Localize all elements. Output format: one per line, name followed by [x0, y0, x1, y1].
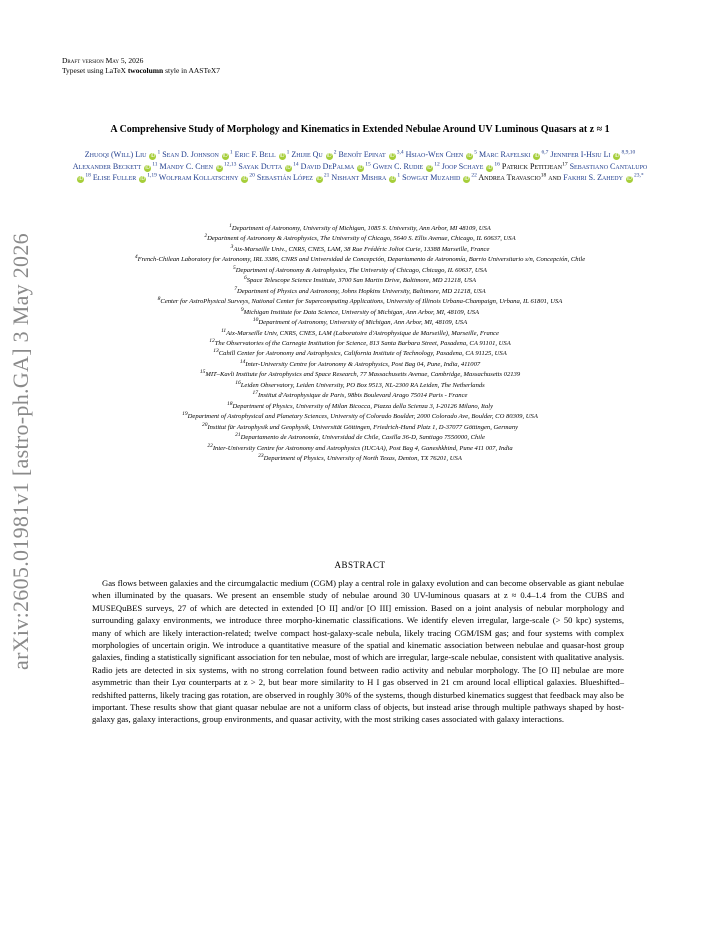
author-name: Zhijie Qu: [291, 150, 323, 159]
affiliation: [60, 339, 660, 349]
author-entry[interactable]: [301, 162, 371, 171]
author-entry[interactable]: [563, 173, 643, 182]
affiliation-text: Cahill Center for Astronomy and Astrophysics, California Institute of Technology, Pasadena, CA 91125, USA: [218, 350, 507, 358]
affiliation: [60, 308, 660, 318]
author-entry[interactable]: [159, 162, 236, 171]
author-name: Sowgat Muzahid: [402, 173, 461, 182]
affiliation-text: MIT–Kavli Institute for Astrophysics and Space Research, 77 Massachusetts Avenue, Cambridge, Massachusetts 02139: [205, 371, 521, 379]
affiliation-text: Institut d'Astrophysique de Paris, 98bis Boulevard Arago 75014 Paris - France: [258, 392, 468, 400]
affiliation: [60, 444, 660, 454]
abstract-heading: ABSTRACT: [334, 560, 386, 570]
author-affiliation-sup: 12: [434, 160, 440, 167]
author-entry[interactable]: [402, 173, 477, 182]
affiliation-number: 15: [199, 369, 206, 376]
affiliation: [60, 412, 660, 422]
author-entry[interactable]: [479, 150, 548, 159]
affiliation: [60, 318, 660, 328]
author-affiliation-sup: 18: [540, 172, 547, 179]
author-affiliation-sup: 6,7: [541, 149, 549, 156]
affiliation: [60, 224, 660, 234]
abstract-text: Gas flows between galaxies and the circumgalactic medium (CGM) play a central role in galaxy evolution and can become observable as giant nebulae when illuminated by the quasars. We present an ensemble study of nebulae around 30 UV-luminous quasars at z ≈ 0.4–1.4 from the CUBS and MUSEQuBES surveys, 27 of which are detected in extended [O II] and/or [O III] emission. Based on a joint analysis of nebular morphology and surrounding galaxy environments, we introduce three morpho-kinematic classifications. We identify eleven irregular, large-scale (> 50 kpc) systems, many of which are likely interaction-related; twelve compact host-galaxy-scale nebula, likely tracing CGM/ISM gas; and four systems with complex morphologies of uncertain origin. We introduce a quantitative measure of the spatial and kinematic association between nebulae and quasar-host group galaxies, finding a statistically significant association for ten nebulae, most of which are irregular, large-scale nebulae, consistent with qualitative analysis. Radio jets are detected in six systems, with no strong correlation found between radio activity and nebular morphology. The [O II] nebulae are more asymmetric than their Lyα counterparts at z > 2, but bear more similarity to H I gas observed in 21 cm around local elliptical galaxies. Blueshifted–redshifted patterns, likely tracing gas rotation, are observed in roughly 30% of the systems, though disturbed kinematics suggest that feedback may also be important. These results show that giant quasar nebulae are not a uniform class of objects, but instead arise through multiple pathways shaped by host-galaxy gas, galaxy interactions, group environments, and quasar activity, with the most striking cases associated with galaxy interactions.: [92, 578, 624, 725]
affiliation: [60, 433, 660, 443]
author-entry[interactable]: [257, 173, 330, 182]
author-name: Elise Fuller: [92, 173, 137, 182]
affiliation-number: 17: [252, 390, 259, 397]
typeset-suffix: style in AASTeX7: [165, 66, 221, 75]
orcid-icon[interactable]: iD: [358, 164, 364, 171]
affiliation-text: Aix-Marseille Univ, CNRS, CNES, LAM (Laboratoire d'Astrophysique de Marseille), Marseille, France: [226, 329, 499, 337]
affiliation-text: Aix-Marseille Univ., CNRS, CNES, LAM, 38 Rue Frédéric Joliot Curie, 13388 Marseille, France: [233, 245, 490, 253]
affiliation-text: The Observatories of the Carnegie Institution for Science, 813 Santa Barbara Street, Pasadena, CA 91101, USA: [214, 339, 511, 347]
author-entry[interactable]: [406, 150, 477, 159]
typeset-prefix: Typeset using LaTeX: [62, 66, 126, 75]
author-name: Joop Schaye: [441, 161, 484, 171]
orcid-icon[interactable]: iD: [389, 153, 395, 159]
affiliation-number: 21: [235, 431, 241, 438]
author-affiliation-sup: 18: [85, 172, 91, 179]
orcid-icon[interactable]: iD: [140, 176, 146, 182]
affiliation-text: Leiden Observatory, Leiden University, PO Box 9513, NL-2300 RA Leiden, The Netherlands: [240, 381, 485, 389]
orcid-icon[interactable]: iD: [150, 153, 156, 159]
affiliation-number: 8: [157, 295, 161, 302]
author-entry[interactable]: [73, 162, 158, 171]
affiliation-number: 20: [201, 421, 208, 428]
affiliation: [60, 255, 660, 265]
orcid-icon[interactable]: iD: [317, 176, 322, 182]
affiliation-number: 22: [207, 442, 213, 449]
author-affiliation-sup: 3,4: [396, 149, 404, 156]
affiliation-text: Department of Physics and Astronomy, Johns Hopkins University, Baltimore, MD 21218, USA: [237, 287, 486, 295]
author-entry[interactable]: [331, 173, 400, 182]
affiliation-number: 16: [235, 379, 241, 386]
author-affiliation-sup: 21: [323, 172, 330, 179]
author-entry[interactable]: [478, 173, 546, 182]
affiliation: [60, 423, 660, 433]
orcid-icon[interactable]: iD: [464, 176, 470, 182]
author-entry[interactable]: [162, 150, 232, 159]
author-entry[interactable]: [235, 150, 290, 159]
affiliation: [60, 381, 660, 391]
affiliation-number: 2: [204, 233, 208, 240]
paper-title: A Comprehensive Study of Morphology and Kinematics in Extended Nebulae Around UV Luminous Quasars at z ≈ 1: [110, 124, 610, 135]
affiliation: [60, 391, 660, 401]
orcid-icon[interactable]: iD: [286, 164, 292, 171]
affiliation-number: 23: [258, 452, 264, 459]
author-affiliation-sup: 1: [157, 149, 161, 156]
affiliation: [60, 329, 660, 339]
author-affiliation-sup: 14: [293, 160, 299, 167]
affiliation: [60, 287, 660, 297]
author-name: Sayak Dutta: [238, 161, 283, 171]
author-entry[interactable]: [338, 150, 403, 159]
author-name: Fakhri S. Zahedy: [563, 173, 623, 182]
affiliation-text: Department of Physics, University of Milan Bicocca, Piazza della Scienza 3, I-20126 Milano, Italy: [232, 402, 494, 410]
affiliation-text: Space Telescope Science Institute, 3700 San Martin Drive, Baltimore, MD 21218, USA: [246, 277, 477, 285]
affiliation: [60, 454, 660, 464]
affiliation-number: 19: [182, 410, 188, 417]
affiliation-number: 1: [229, 222, 232, 229]
affiliation-text: Department of Astronomy & Astrophysics, The University of Chicago, 5640 S. Ellis Avenue, Chicago, IL 60637, USA: [207, 235, 516, 243]
orcid-icon[interactable]: iD: [467, 153, 473, 159]
author-name: Sebastián López: [256, 173, 313, 182]
affiliation: [60, 402, 660, 412]
author-affiliation-sup: 22: [471, 172, 477, 179]
affiliation-text: Center for AstroPhysical Surveys, National Center for Supercomputing Applications, University of Illinois Urbana-Champaign, Urbana, IL 61801, USA: [160, 298, 563, 306]
author-entry[interactable]: [502, 162, 568, 171]
affiliation-text: Department of Astronomy, University of Michigan, 1085 S. University, Ann Arbor, MI 48109, USA: [231, 225, 491, 232]
author-name: Benoît Epinat: [338, 150, 386, 159]
orcid-icon[interactable]: iD: [427, 164, 433, 171]
affiliation-number: 7: [234, 285, 238, 292]
orcid-icon[interactable]: iD: [217, 164, 222, 171]
affiliation-text: Institut für Astrophysik und Geophysik, Universität Göttingen, Friedrich-Hund Platz 1, D-37077 Göttingen, Germany: [207, 423, 519, 431]
orcid-icon[interactable]: iD: [614, 153, 620, 159]
arxiv-identifier: arXiv:2605.01981v1 [astro-ph.GA] 3 May 2026: [8, 233, 33, 670]
author-entry[interactable]: [373, 162, 440, 171]
author-affiliation-sup: 15: [365, 160, 371, 167]
author-name: Mandy C. Chen: [159, 161, 213, 171]
orcid-icon[interactable]: iD: [534, 153, 540, 159]
author-affiliation-sup: 16: [494, 160, 500, 167]
author-affiliation-sup: 1: [229, 149, 233, 156]
orcid-icon[interactable]: iD: [326, 153, 332, 159]
author-name: David DePalma: [300, 161, 355, 171]
affiliation-number: 5: [233, 264, 236, 271]
affiliation-text: Department of Astronomy, University of Michigan, Ann Arbor, MI, 48109, USA: [258, 319, 468, 327]
orcid-icon[interactable]: iD: [390, 176, 396, 182]
author-name: Sean D. Johnson: [162, 150, 219, 159]
draft-version-line: Draft version May 5, 2026: [62, 56, 144, 65]
affiliation: [60, 234, 660, 244]
typeset-style: twocolumn: [127, 66, 164, 75]
author-affiliation-sup: 1: [397, 172, 401, 179]
author-name: Eric F. Bell: [234, 150, 276, 159]
author-affiliation-sup: 12,13: [223, 160, 237, 167]
affiliation-text: Michigan Institute for Data Science, University of Michigan, Ann Arbor, MI, 48109, USA: [243, 308, 480, 316]
affiliation-text: French-Chilean Laboratory for Astronomy, IRL 3386, CNRS and Universidad de Concepción, Departamento de Astronomía, Barrio Universitario s/n, Concepción, Chile: [137, 256, 586, 264]
running-header: [62, 56, 220, 76]
author-entry[interactable]: [291, 150, 336, 159]
affiliation-number: 11: [221, 327, 227, 334]
author-affiliation-sup: 8,9,10: [621, 149, 636, 156]
author-name: Zhuoqi (Will) Liu: [84, 150, 147, 159]
author-affiliation-sup: 17: [562, 160, 568, 167]
orcid-icon[interactable]: iD: [145, 164, 151, 171]
orcid-icon[interactable]: iD: [223, 153, 228, 159]
affiliation-text: Inter-University Centre for Astronomy & Astrophysics, Post Bag 04, Pune, India, 411007: [245, 360, 481, 368]
author-entry[interactable]: [159, 173, 255, 182]
affiliation: [60, 370, 660, 380]
author-entry[interactable]: [442, 162, 500, 171]
affiliation-text: Departamento de Astronomía, Universidad de Chile, Casilla 36-D, Santiago 7550000, Chile: [240, 434, 485, 442]
author-name: Marc Rafelski: [479, 150, 531, 159]
affiliation-number: 12: [209, 337, 215, 344]
author-list: [70, 149, 650, 184]
affiliation: [60, 276, 660, 286]
author-name: Wolfram Kollatschny: [158, 173, 239, 182]
orcid-icon[interactable]: iD: [487, 164, 493, 171]
affiliation-number: 4: [134, 254, 138, 261]
affiliation-number: 13: [213, 348, 219, 355]
affiliation-text: Department of Astronomy & Astrophysics, The University of Chicago, Chicago, IL 60637, USA: [235, 266, 487, 274]
orcid-icon[interactable]: iD: [78, 176, 84, 182]
author-entry[interactable]: [550, 150, 635, 159]
author-affiliation-sup: 20: [249, 172, 255, 179]
author-name: Sebastiano Cantalupo: [569, 161, 648, 171]
affiliation-number: 9: [240, 306, 244, 313]
orcid-icon[interactable]: iD: [242, 176, 248, 182]
author-name: Jennifer I-Hsiu Li: [550, 150, 611, 159]
author-affiliation-sup: 1: [286, 149, 290, 156]
typeset-line: [62, 66, 220, 76]
affiliation-text: Department of Physics, University of North Texas, Denton, TX 76201, USA: [263, 454, 462, 462]
author-name: Nishant Mishra: [331, 173, 387, 182]
author-affiliation-sup: 5: [474, 149, 477, 156]
author-affiliation-sup: 23,*: [633, 172, 644, 179]
author-name: Alexander Beckett: [72, 161, 142, 171]
orcid-icon[interactable]: iD: [279, 153, 285, 159]
author-entry[interactable]: [85, 150, 160, 159]
affiliation: [60, 245, 660, 255]
author-name: Andrea Travascio: [478, 173, 541, 182]
affiliation: [60, 349, 660, 359]
affiliation: [60, 360, 660, 370]
author-affiliation-sup: 1,19: [147, 172, 157, 179]
author-affiliation-sup: 2: [333, 149, 337, 156]
affiliation-text: Inter-University Centre for Astronomy and Astrophysics (IUCAA), Post Bag 4, Ganeshkhind, Pune 411 007, India: [212, 444, 513, 452]
orcid-icon[interactable]: iD: [627, 176, 632, 182]
affiliation-text: Department of Astrophysical and Planetary Sciences, University of Colorado Boulder, 2000 Colorado Ave, Boulder, CO 80309, USA: [187, 413, 538, 421]
author-and: and: [548, 173, 562, 182]
author-name: Patrick Petitjean: [501, 161, 563, 171]
author-name: Hsiao-Wen Chen: [405, 150, 464, 159]
author-affiliation-sup: 11: [152, 160, 158, 167]
affiliation: [60, 266, 660, 276]
affiliation: [60, 297, 660, 307]
affiliation-number: 18: [226, 400, 233, 407]
affiliation-number: 14: [239, 358, 246, 365]
author-entry[interactable]: [238, 162, 298, 171]
affiliation-number: 6: [243, 275, 247, 282]
affiliation-list: [60, 224, 660, 464]
affiliation-number: 3: [230, 243, 234, 250]
author-entry[interactable]: [93, 173, 157, 182]
affiliation-number: 10: [252, 316, 259, 323]
author-name: Gwen C. Rudie: [372, 161, 424, 171]
